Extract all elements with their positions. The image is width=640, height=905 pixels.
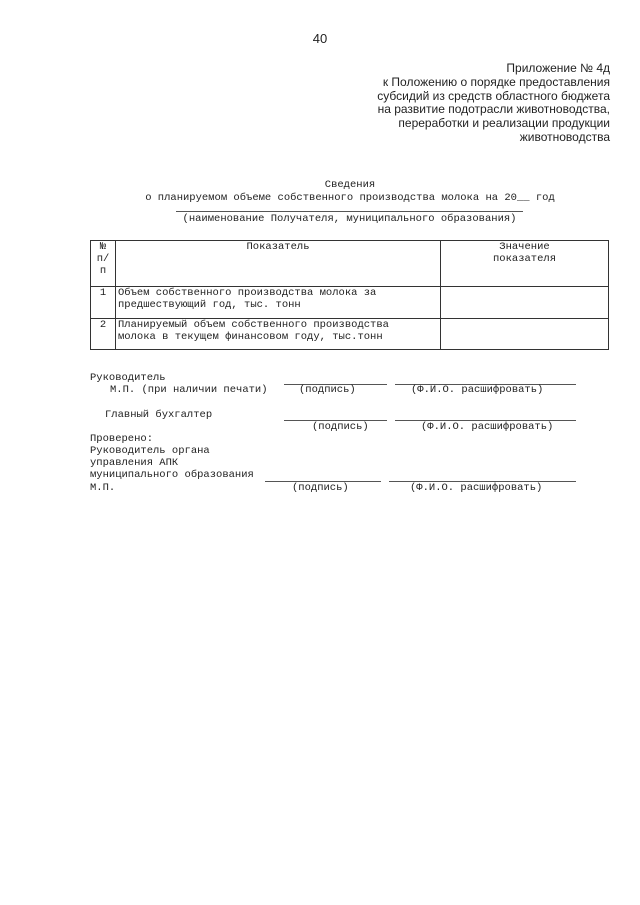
accountant-label: Главный бухгалтер [105, 409, 213, 421]
recipient-name-line [176, 211, 523, 212]
appendix-line: субсидий из средств областного бюджета [377, 88, 610, 103]
row-value-cell[interactable] [441, 319, 609, 350]
header-number [91, 241, 116, 287]
row-indicator-line: Планируемый объем собственного производства [118, 319, 389, 331]
row-number: 1 [91, 287, 116, 319]
page-number: 40 [312, 31, 328, 46]
apk-line: муниципального образования [90, 469, 254, 481]
document-title [0, 179, 640, 205]
stamp-note: М.П. (при наличии печати) [110, 384, 268, 396]
indicators-table [90, 240, 609, 350]
appendix-line: Приложение № 4д [506, 61, 610, 75]
apk-line: Руководитель органа [90, 445, 210, 457]
header-number-line: № [99, 241, 107, 253]
appendix-header [270, 62, 610, 145]
row-value-cell[interactable] [441, 287, 609, 319]
apk-name-caption: (Ф.И.О. расшифровать) [410, 482, 543, 494]
head-label: Руководитель [90, 372, 166, 384]
row-indicator-line: Объем собственного производства молока за [118, 287, 377, 299]
row-indicator-line: предшествующий год, тыс. тонн [118, 299, 301, 311]
apk-signature-caption: (подпись) [292, 482, 349, 494]
apk-line: управления АПК [90, 457, 179, 469]
title-line-1: Сведения [324, 179, 376, 191]
header-number-line: п [99, 265, 107, 277]
header-value [441, 241, 609, 287]
header-indicator: Показатель [116, 241, 441, 287]
row-indicator [116, 287, 441, 319]
row-number: 2 [91, 319, 116, 350]
appendix-line: на развитие подотрасли животноводства, [377, 102, 610, 117]
head-signature-caption: (подпись) [299, 384, 356, 396]
table-header-row [91, 241, 609, 287]
head-name-caption: (Ф.И.О. расшифровать) [411, 384, 544, 396]
header-value-line: показателя [492, 253, 556, 265]
header-value-line: Значение [499, 241, 550, 253]
title-line-2: о планируемом объеме собственного производства молока на 20__ год [145, 192, 555, 204]
accountant-signature-caption: (подпись) [312, 421, 369, 433]
recipient-caption: (наименование Получателя, муниципального образования) [182, 213, 517, 225]
stamp-short: М.П. [90, 482, 116, 494]
appendix-line: животноводства [519, 129, 610, 144]
row-indicator [116, 319, 441, 350]
appendix-line: переработки и реализации продукции [398, 116, 610, 131]
table-row [91, 319, 609, 350]
checked-label: Проверено: [90, 433, 154, 445]
table-row [91, 287, 609, 319]
row-indicator-line: молока в текущем финансовом году, тыс.тонн [118, 331, 383, 343]
appendix-line: к Положению о порядке предоставления [382, 74, 610, 89]
header-number-line: п/ [96, 253, 110, 265]
accountant-name-caption: (Ф.И.О. расшифровать) [421, 421, 554, 433]
